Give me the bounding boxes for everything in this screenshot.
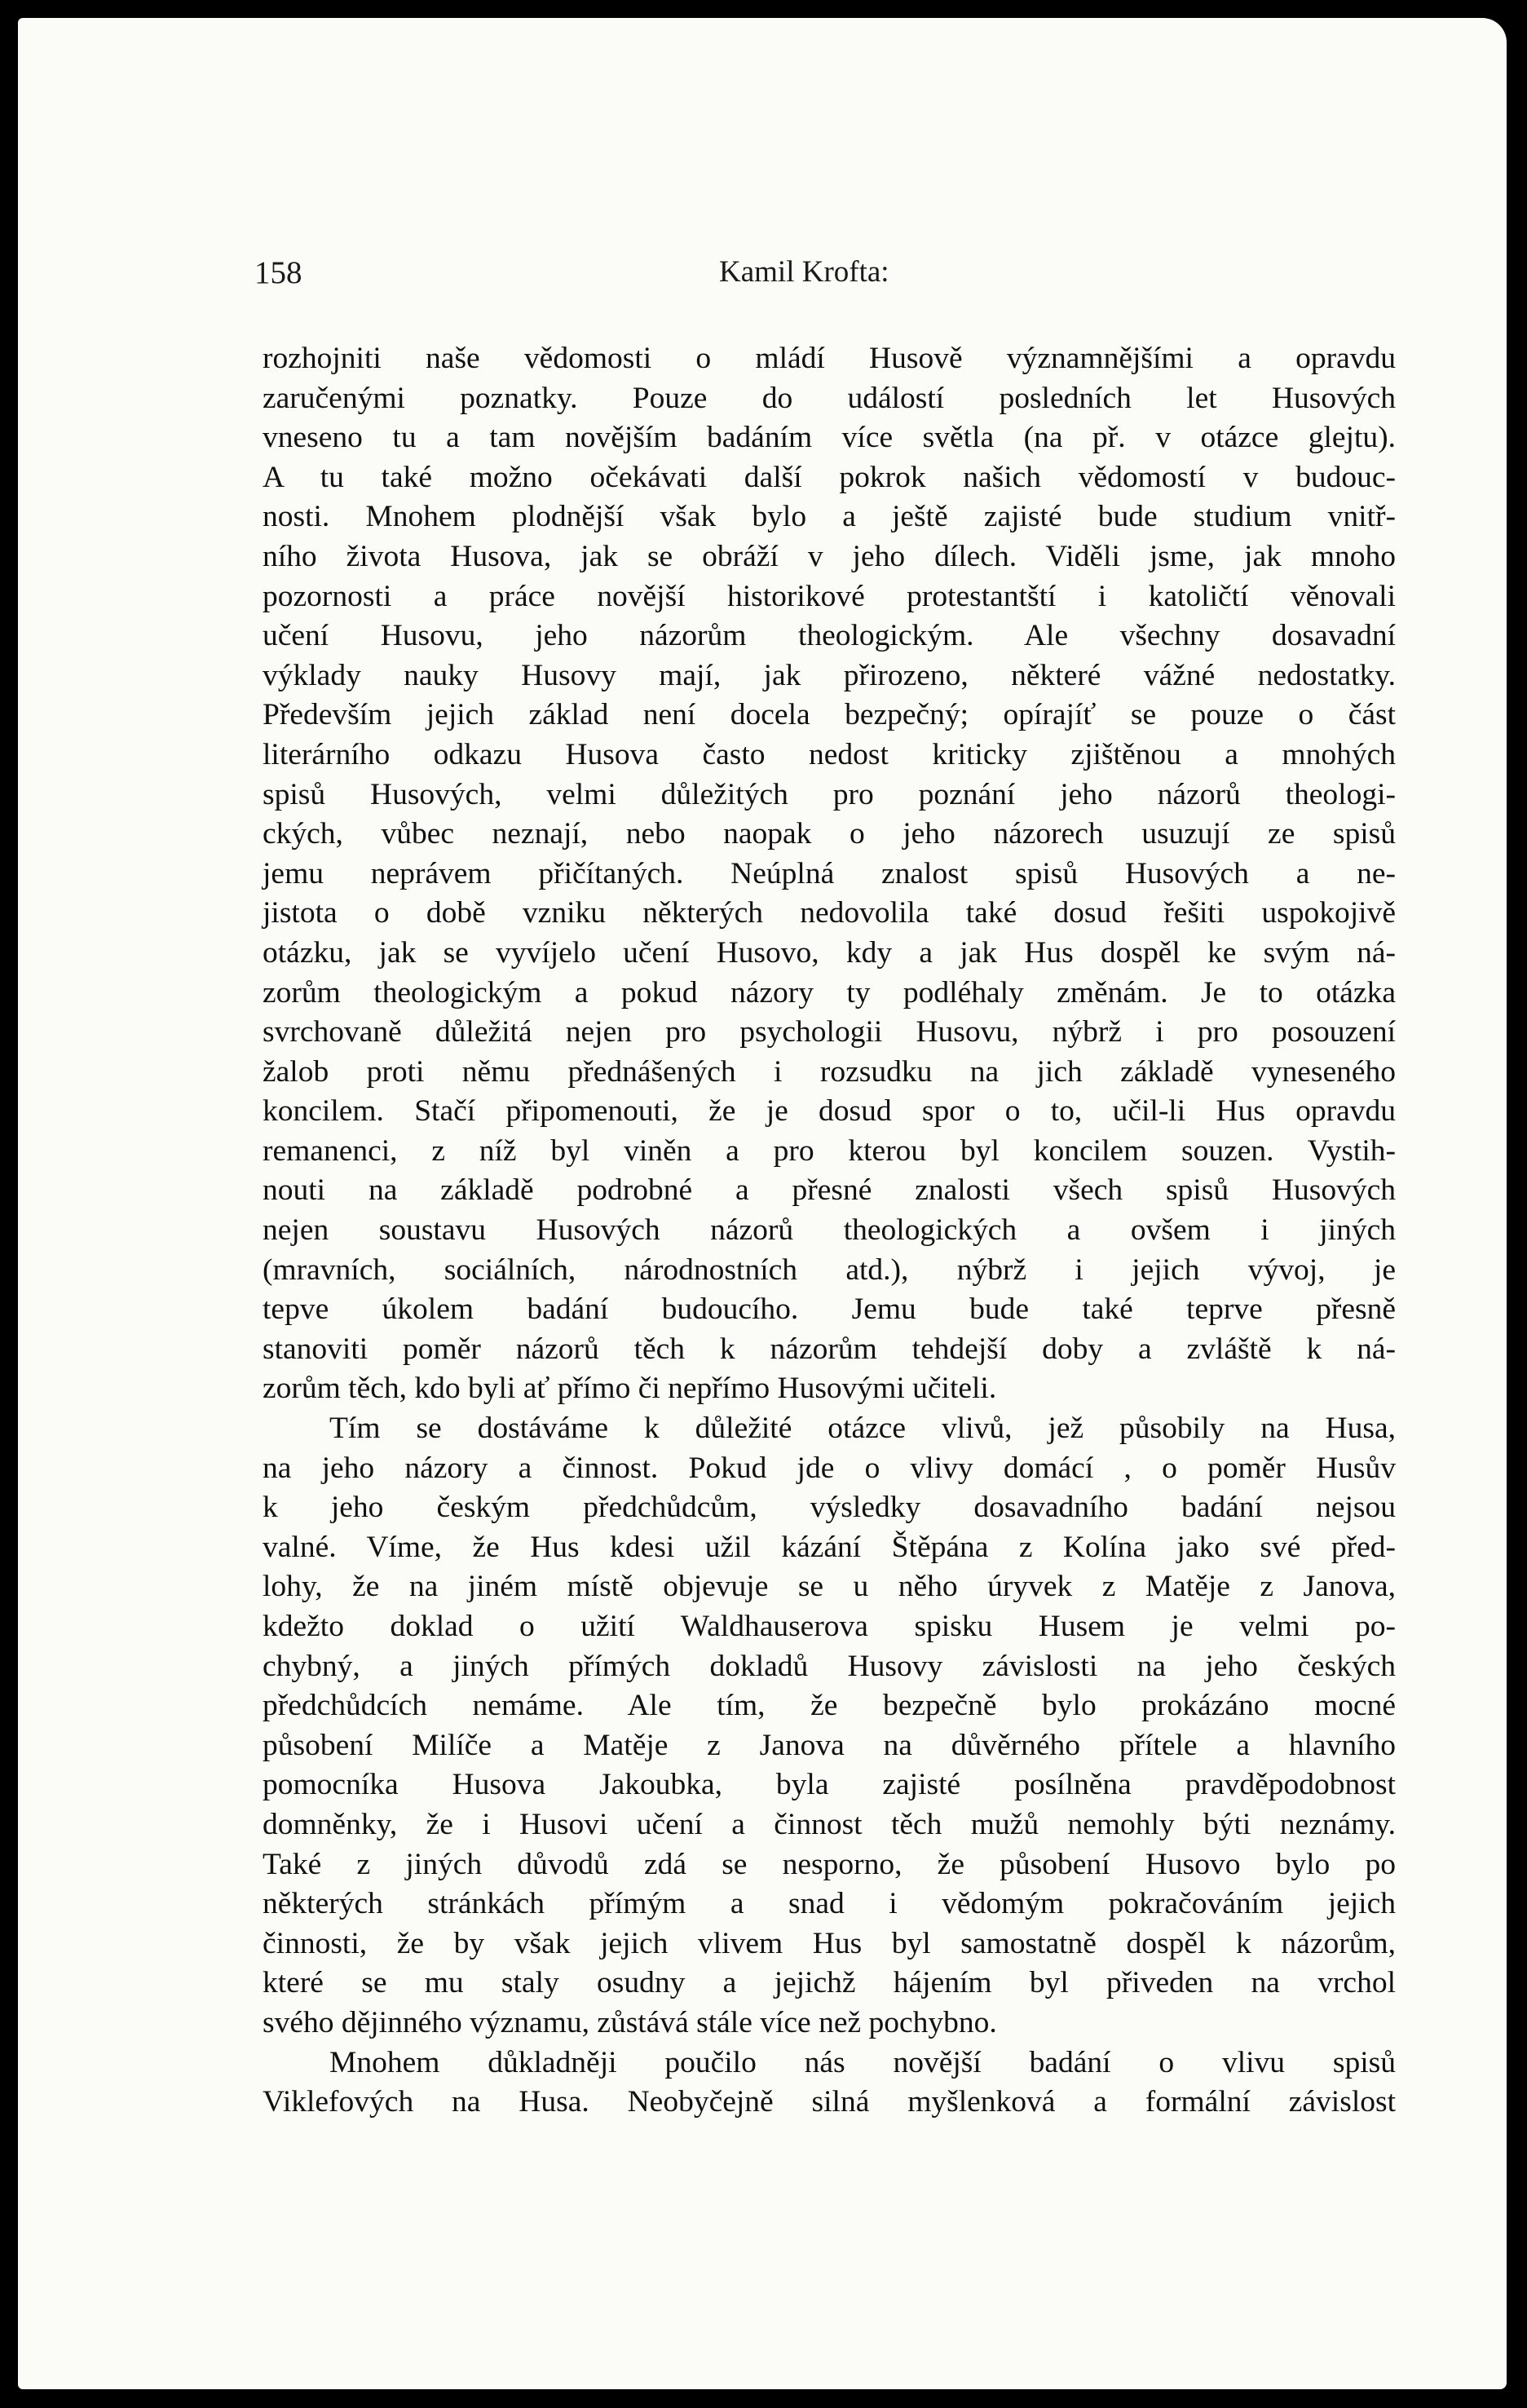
text-line: Mnohem důkladněji poučilo nás novější badání o vlivu spisů (329, 2045, 1396, 2079)
text-line: A tu také možno očekávati další pokrok našich vědomostí v budouc- (263, 460, 1396, 494)
text-line: domněnky, že i Husovi učení a činnost těch mužů nemohly býti neznámy. (263, 1807, 1396, 1841)
paragraph (263, 1409, 1396, 2043)
page-header (254, 254, 1396, 303)
text-line: ního života Husova, jak se obráží v jeho dílech. Viděli jsme, jak mnoho (263, 539, 1396, 573)
scanned-page (18, 18, 1507, 2389)
text-line: zaručenými poznatky. Pouze do událostí posledních let Husových (263, 381, 1396, 415)
text-line: Tím se dostáváme k důležité otázce vlivů, jež působily na Husa, (329, 1412, 1396, 1446)
text-line: rozhojniti naše vědomosti o mládí Husově významnějšími a opravdu (263, 342, 1396, 375)
text-line: svrchovaně důležitá nejen pro psychologii Husovu, nýbrž i pro posouzení (263, 1015, 1396, 1049)
text-line: výklady nauky Husovy mají, jak přirozeno, některé vážné nedostatky. (263, 658, 1396, 692)
text-line: remanenci, z níž byl viněn a pro kterou byl koncilem souzen. Vystih- (263, 1133, 1396, 1168)
text-line: jistota o době vzniku některých nedovolila také dosud řešiti uspokojivě (263, 896, 1396, 930)
text-line: některých stránkách přímým a snad i vědomým pokračováním jejich (263, 1887, 1396, 1921)
text-line: literárního odkazu Husova často nedost kriticky zjištěnou a mnohých (263, 737, 1396, 771)
text-line: žalob proti němu přednášených i rozsudku na jich základě vyneseného (263, 1054, 1396, 1089)
text-line: stanoviti poměr názorů těch k názorům tehdejší doby a zvláště k ná- (263, 1332, 1396, 1366)
text-line: činnosti, že by však jejich vlivem Hus byl samostatně dospěl k názorům, (263, 1926, 1396, 1960)
paragraph (263, 339, 1396, 1409)
text-line: tepve úkolem badání budoucího. Jemu bude také teprve přesně (263, 1292, 1396, 1327)
text-line: vneseno tu a tam novějším badáním více světla (na př. v otázce glejtu). (263, 421, 1396, 455)
text-line: koncilem. Stačí připomenouti, že je dosud spor o to, učil-li Hus opravdu (263, 1094, 1396, 1129)
body-text (263, 339, 1396, 2123)
text-line: jemu neprávem přičítaných. Neúplná znalost spisů Husových a ne- (263, 856, 1396, 890)
text-line: spisů Husových, velmi důležitých pro poznání jeho názorů theologi- (263, 777, 1396, 811)
text-line: chybný, a jiných přímých dokladů Husovy závislosti na jeho českých (263, 1649, 1396, 1683)
text-line: pomocníka Husova Jakoubka, byla zajisté posílněna pravděpodobnost (263, 1768, 1396, 1802)
text-line: valné. Víme, že Hus kdesi užil kázání Štěpána z Kolína jako své před- (263, 1530, 1396, 1564)
text-line: lohy, že na jiném místě objevuje se u něho úryvek z Matěje z Janova, (263, 1570, 1396, 1604)
page-number: 158 (254, 255, 302, 290)
text-line: svého dějinného významu, zůstává stále více než pochybno. (263, 2005, 997, 2039)
text-line: Především jejich základ není docela bezpečný; opírajíť se pouze o část (263, 698, 1396, 732)
text-line: učení Husovu, jeho názorům theologickým. Ale všechny dosavadní (263, 619, 1396, 653)
text-line: zorům theologickým a pokud názory ty podléhaly změnám. Je to otázka (263, 975, 1396, 1010)
text-line: zorům těch, kdo byli ať přímo či nepřímo Husovými učiteli. (263, 1372, 997, 1406)
text-line: nosti. Mnohem plodnější však bylo a ještě zajisté bude studium vnitř- (263, 500, 1396, 534)
text-line: předchůdcích nemáme. Ale tím, že bezpečně bylo prokázáno mocné (263, 1689, 1396, 1723)
text-line: Viklefových na Husa. Neobyčejně silná myšlenková a formální závislost (263, 2085, 1396, 2119)
text-line: nejen soustavu Husových názorů theologických a ovšem i jiných (263, 1213, 1396, 1248)
text-line: kdežto doklad o užití Waldhauserova spisku Husem je velmi po- (263, 1610, 1396, 1643)
paragraph (263, 2043, 1396, 2123)
text-line: nouti na základě podrobné a přesné znalosti všech spisů Husových (263, 1173, 1396, 1208)
text-line: k jeho českým předchůdcům, výsledky dosavadního badání nejsou (263, 1491, 1396, 1525)
text-line: ckých, vůbec neznají, nebo naopak o jeho názorech usuzují ze spisů (263, 817, 1396, 851)
text-line: otázku, jak se vyvíjelo učení Husovo, kdy a jak Hus dospěl ke svým ná- (263, 935, 1396, 970)
text-line: které se mu staly osudny a jejichž hájením byl přiveden na vrchol (263, 1966, 1396, 2000)
text-line: pozornosti a práce novější historikové protestantští i katoličtí věnovali (263, 579, 1396, 613)
running-head: Kamil Krofta: (719, 255, 889, 289)
text-line: na jeho názory a činnost. Pokud jde o vlivy domácí , o poměr Husův (263, 1451, 1396, 1485)
text-line: (mravních, sociálních, národnostních atd.), nýbrž i jejich vývoj, je (263, 1253, 1396, 1287)
text-line: Také z jiných důvodů zdá se nesporno, že působení Husovo bylo po (263, 1847, 1396, 1881)
text-line: působení Milíče a Matěje z Janova na důvěrného přítele a hlavního (263, 1728, 1396, 1762)
